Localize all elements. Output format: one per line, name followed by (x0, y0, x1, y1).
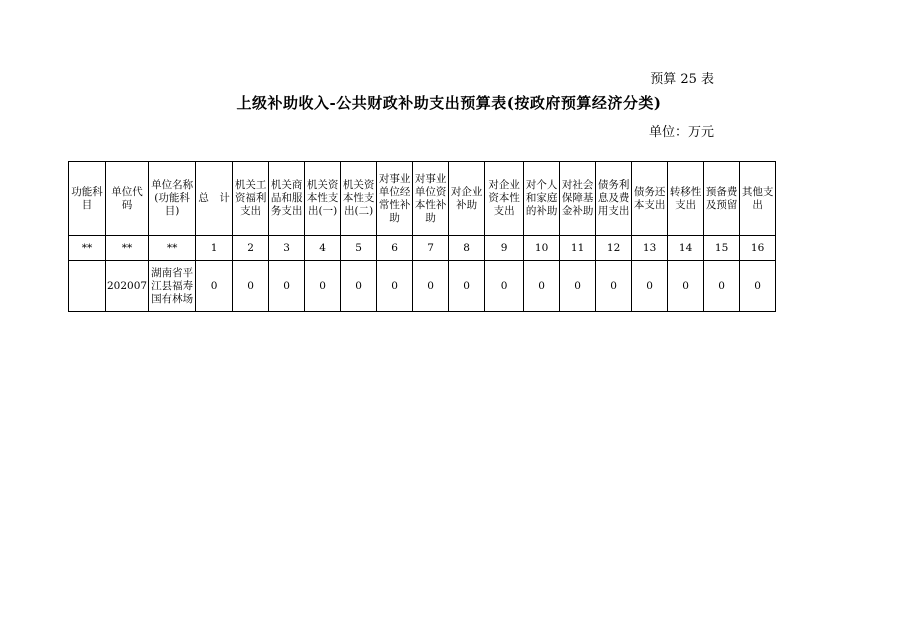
index-cell: 7 (413, 236, 449, 261)
index-cell: 12 (596, 236, 632, 261)
value-cell: 0 (596, 261, 632, 312)
header-row (69, 162, 776, 236)
table-number: 预算 25 表 (650, 72, 714, 87)
header-cell: 对个人和家庭的补助 (524, 162, 560, 236)
header-cell: 预备费及预留 (704, 162, 740, 236)
index-cell: 15 (704, 236, 740, 261)
index-cell: 6 (377, 236, 413, 261)
value-cell: 0 (305, 261, 341, 312)
header-cell: 机关商品和服务支出 (269, 162, 305, 236)
header-cell: 转移性支出 (668, 162, 704, 236)
function-code-cell (69, 261, 106, 312)
budget-table (68, 161, 776, 312)
index-cell: 1 (196, 236, 233, 261)
table-row (69, 261, 776, 312)
header-cell: 对社会保障基金补助 (560, 162, 596, 236)
header-cell: 对企业资本性支出 (485, 162, 524, 236)
index-cell: 9 (485, 236, 524, 261)
header-cell: 对事业单位经常性补助 (377, 162, 413, 236)
index-cell: 4 (305, 236, 341, 261)
value-cell: 0 (196, 261, 233, 312)
value-cell: 0 (269, 261, 305, 312)
header-cell: 功能科目 (69, 162, 106, 236)
index-cell: ** (106, 236, 149, 261)
value-cell: 0 (413, 261, 449, 312)
header-cell: 总 计 (196, 162, 233, 236)
value-cell: 0 (704, 261, 740, 312)
unit-name-cell: 湖南省平江县福寿国有林场 (149, 261, 196, 312)
unit-code-cell: 202007 (106, 261, 149, 312)
table-title: 上级补助收入-公共财政补助支出预算表(按政府预算经济分类) (236, 94, 662, 112)
value-cell: 0 (485, 261, 524, 312)
value-cell: 0 (740, 261, 776, 312)
index-cell: 11 (560, 236, 596, 261)
header-cell: 对事业单位资本性补助 (413, 162, 449, 236)
header-cell: 机关工资福利支出 (233, 162, 269, 236)
index-cell: 3 (269, 236, 305, 261)
index-cell: ** (69, 236, 106, 261)
index-cell: 14 (668, 236, 704, 261)
index-cell: ** (149, 236, 196, 261)
value-cell: 0 (560, 261, 596, 312)
index-row (69, 236, 776, 261)
value-cell: 0 (377, 261, 413, 312)
header-cell: 对企业补助 (449, 162, 485, 236)
header-cell: 机关资本性支出(一) (305, 162, 341, 236)
index-cell: 5 (341, 236, 377, 261)
header-cell: 单位名称(功能科目) (149, 162, 196, 236)
value-cell: 0 (668, 261, 704, 312)
value-cell: 0 (632, 261, 668, 312)
value-cell: 0 (449, 261, 485, 312)
value-cell: 0 (341, 261, 377, 312)
index-cell: 10 (524, 236, 560, 261)
header-cell: 债务利息及费用支出 (596, 162, 632, 236)
header-cell: 单位代码 (106, 162, 149, 236)
header-cell: 其他支出 (740, 162, 776, 236)
value-cell: 0 (524, 261, 560, 312)
unit-label: 单位：万元 (648, 125, 714, 140)
index-cell: 2 (233, 236, 269, 261)
index-cell: 13 (632, 236, 668, 261)
header-cell: 机关资本性支出(二) (341, 162, 377, 236)
index-cell: 16 (740, 236, 776, 261)
header-cell: 债务还本支出 (632, 162, 668, 236)
index-cell: 8 (449, 236, 485, 261)
value-cell: 0 (233, 261, 269, 312)
